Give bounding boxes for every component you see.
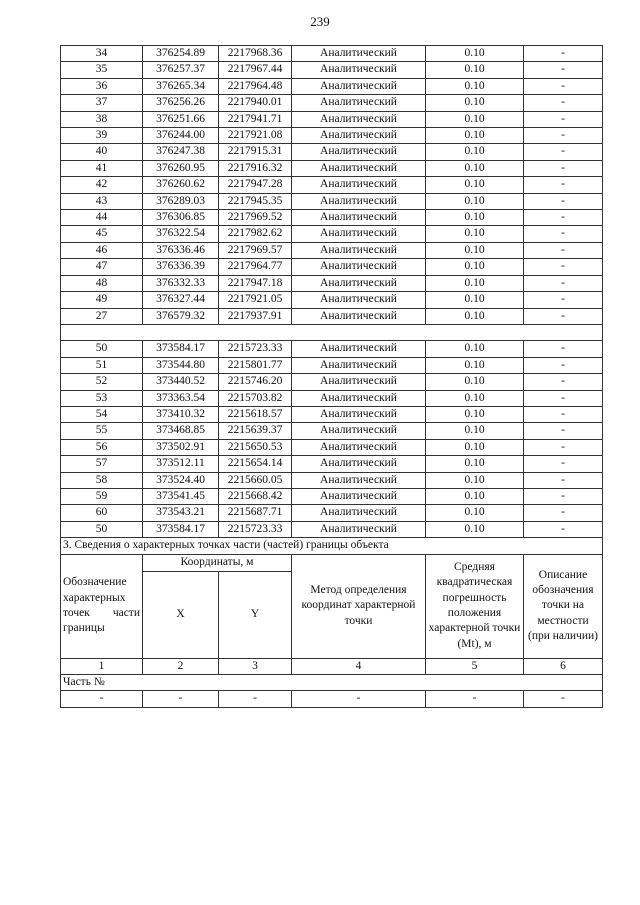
y-coordinate-cell: 2217940.01	[219, 95, 292, 111]
x-coordinate-cell: 376257.37	[143, 62, 219, 78]
error-cell: 0.10	[426, 472, 524, 488]
point-number-cell: 60	[61, 505, 143, 521]
error-cell: 0.10	[426, 160, 524, 176]
empty-cell-1: -	[61, 691, 143, 707]
error-cell: 0.10	[426, 488, 524, 504]
column-number-5: 5	[426, 658, 524, 674]
table-row	[61, 226, 603, 242]
error-cell: 0.10	[426, 210, 524, 226]
error-cell: 0.10	[426, 521, 524, 537]
separator-cell	[61, 324, 603, 340]
point-number-cell: 39	[61, 128, 143, 144]
y-coordinate-cell: 2217964.77	[219, 259, 292, 275]
column-number-2: 2	[143, 658, 219, 674]
point-number-cell: 36	[61, 78, 143, 94]
y-coordinate-cell: 2217945.35	[219, 193, 292, 209]
x-coordinate-cell: 376322.54	[143, 226, 219, 242]
error-cell: 0.10	[426, 275, 524, 291]
point-number-cell: 27	[61, 308, 143, 324]
x-coordinate-cell: 376251.66	[143, 111, 219, 127]
description-cell: -	[524, 308, 603, 324]
error-cell: 0.10	[426, 292, 524, 308]
method-cell: Аналитический	[292, 193, 426, 209]
table-row	[61, 308, 603, 324]
error-cell: 0.10	[426, 46, 524, 62]
method-cell: Аналитический	[292, 62, 426, 78]
error-cell: 0.10	[426, 226, 524, 242]
y-coordinate-cell: 2215801.77	[219, 357, 292, 373]
table-row	[61, 259, 603, 275]
method-cell: Аналитический	[292, 472, 426, 488]
table-row	[61, 128, 603, 144]
header-point-label-word-1: точек	[63, 607, 90, 620]
error-cell: 0.10	[426, 505, 524, 521]
table-row	[61, 374, 603, 390]
description-cell: -	[524, 456, 603, 472]
column-number-3: 3	[219, 658, 292, 674]
x-coordinate-cell: 376265.34	[143, 78, 219, 94]
column-number-1: 1	[61, 658, 143, 674]
description-cell: -	[524, 357, 603, 373]
page-number: 239	[310, 14, 330, 29]
description-cell: -	[524, 390, 603, 406]
point-number-cell: 56	[61, 439, 143, 455]
y-coordinate-cell: 2215723.33	[219, 341, 292, 357]
table-row	[61, 275, 603, 291]
description-cell: -	[524, 259, 603, 275]
x-coordinate-cell: 373363.54	[143, 390, 219, 406]
description-cell: -	[524, 46, 603, 62]
method-cell: Аналитический	[292, 292, 426, 308]
section-title-row	[61, 538, 603, 554]
y-coordinate-cell: 2217964.48	[219, 78, 292, 94]
header-point-label-line-1: Обозначение	[63, 576, 127, 589]
table-row	[61, 292, 603, 308]
x-coordinate-cell: 376306.85	[143, 210, 219, 226]
description-cell: -	[524, 275, 603, 291]
x-coordinate-cell: 373584.17	[143, 341, 219, 357]
point-number-cell: 50	[61, 521, 143, 537]
method-cell: Аналитический	[292, 46, 426, 62]
point-number-cell: 45	[61, 226, 143, 242]
table-row	[61, 357, 603, 373]
table-row	[61, 177, 603, 193]
error-cell: 0.10	[426, 111, 524, 127]
y-coordinate-cell: 2217968.36	[219, 46, 292, 62]
y-coordinate-cell: 2215723.33	[219, 521, 292, 537]
x-coordinate-cell: 376244.00	[143, 128, 219, 144]
header-point-label-line-2: характерных	[63, 591, 126, 604]
point-number-cell: 35	[61, 62, 143, 78]
method-cell: Аналитический	[292, 144, 426, 160]
method-cell: Аналитический	[292, 357, 426, 373]
point-number-cell: 57	[61, 456, 143, 472]
point-number-cell: 58	[61, 472, 143, 488]
y-coordinate-cell: 2215703.82	[219, 390, 292, 406]
y-coordinate-cell: 2215618.57	[219, 406, 292, 422]
method-cell: Аналитический	[292, 275, 426, 291]
table-row	[61, 456, 603, 472]
error-cell: 0.10	[426, 357, 524, 373]
method-cell: Аналитический	[292, 374, 426, 390]
empty-cell-4: -	[292, 691, 426, 707]
error-cell: 0.10	[426, 177, 524, 193]
description-cell: -	[524, 242, 603, 258]
error-cell: 0.10	[426, 308, 524, 324]
table-row	[61, 242, 603, 258]
section-title: 3. Сведения о характерных точках части (частей) границы объекта	[61, 538, 603, 554]
x-coordinate-cell: 376332.33	[143, 275, 219, 291]
description-cell: -	[524, 128, 603, 144]
header-point-label-line-3	[63, 606, 142, 621]
method-cell: Аналитический	[292, 160, 426, 176]
y-coordinate-cell: 2217982.62	[219, 226, 292, 242]
x-coordinate-cell: 376260.62	[143, 177, 219, 193]
error-cell: 0.10	[426, 423, 524, 439]
table-row	[61, 62, 603, 78]
y-coordinate-cell: 2215668.42	[219, 488, 292, 504]
description-cell: -	[524, 472, 603, 488]
method-cell: Аналитический	[292, 521, 426, 537]
point-number-cell: 43	[61, 193, 143, 209]
error-cell: 0.10	[426, 242, 524, 258]
x-coordinate-cell: 376254.89	[143, 46, 219, 62]
description-cell: -	[524, 374, 603, 390]
error-cell: 0.10	[426, 374, 524, 390]
points-block-2	[61, 341, 603, 538]
table-row	[61, 439, 603, 455]
error-cell: 0.10	[426, 390, 524, 406]
method-cell: Аналитический	[292, 439, 426, 455]
table-row	[61, 406, 603, 422]
table-row	[61, 95, 603, 111]
column-number-6: 6	[524, 658, 603, 674]
point-number-cell: 55	[61, 423, 143, 439]
method-cell: Аналитический	[292, 505, 426, 521]
error-cell: 0.10	[426, 193, 524, 209]
part-label: Часть №	[61, 674, 603, 690]
y-coordinate-cell: 2217915.31	[219, 144, 292, 160]
error-cell: 0.10	[426, 439, 524, 455]
y-coordinate-cell: 2215650.53	[219, 439, 292, 455]
x-coordinate-cell: 376336.46	[143, 242, 219, 258]
x-coordinate-cell: 373524.40	[143, 472, 219, 488]
x-coordinate-cell: 373541.45	[143, 488, 219, 504]
y-coordinate-cell: 2217967.44	[219, 62, 292, 78]
error-cell: 0.10	[426, 259, 524, 275]
description-cell: -	[524, 111, 603, 127]
point-number-cell: 54	[61, 406, 143, 422]
table-row	[61, 160, 603, 176]
error-cell: 0.10	[426, 95, 524, 111]
table-row	[61, 390, 603, 406]
error-cell: 0.10	[426, 144, 524, 160]
point-number-cell: 38	[61, 111, 143, 127]
method-cell: Аналитический	[292, 210, 426, 226]
error-cell: 0.10	[426, 62, 524, 78]
x-coordinate-cell: 376336.39	[143, 259, 219, 275]
y-coordinate-cell: 2215687.71	[219, 505, 292, 521]
method-cell: Аналитический	[292, 456, 426, 472]
empty-cell-6: -	[524, 691, 603, 707]
method-cell: Аналитический	[292, 242, 426, 258]
description-cell: -	[524, 341, 603, 357]
y-coordinate-cell: 2217941.71	[219, 111, 292, 127]
table-row	[61, 521, 603, 537]
y-coordinate-cell: 2217947.28	[219, 177, 292, 193]
error-cell: 0.10	[426, 406, 524, 422]
x-coordinate-cell: 373410.32	[143, 406, 219, 422]
column-number-4: 4	[292, 658, 426, 674]
point-number-cell: 47	[61, 259, 143, 275]
table-row	[61, 193, 603, 209]
point-number-cell: 41	[61, 160, 143, 176]
y-coordinate-cell: 2217969.52	[219, 210, 292, 226]
method-cell: Аналитический	[292, 488, 426, 504]
point-number-cell: 49	[61, 292, 143, 308]
x-coordinate-cell: 376247.38	[143, 144, 219, 160]
point-number-cell: 40	[61, 144, 143, 160]
point-number-cell: 46	[61, 242, 143, 258]
header-point-label-line-4: границы	[63, 622, 105, 635]
header-x: X	[143, 571, 219, 658]
description-cell: -	[524, 210, 603, 226]
description-cell: -	[524, 78, 603, 94]
x-coordinate-cell: 376579.32	[143, 308, 219, 324]
point-number-cell: 50	[61, 341, 143, 357]
description-cell: -	[524, 521, 603, 537]
header-row-1	[61, 554, 603, 571]
y-coordinate-cell: 2217916.32	[219, 160, 292, 176]
method-cell: Аналитический	[292, 423, 426, 439]
error-cell: 0.10	[426, 456, 524, 472]
description-cell: -	[524, 406, 603, 422]
part-row	[61, 674, 603, 690]
table-row	[61, 488, 603, 504]
description-cell: -	[524, 144, 603, 160]
boundary-points-table	[60, 45, 603, 708]
x-coordinate-cell: 376260.95	[143, 160, 219, 176]
x-coordinate-cell: 376327.44	[143, 292, 219, 308]
method-cell: Аналитический	[292, 177, 426, 193]
description-cell: -	[524, 177, 603, 193]
method-cell: Аналитический	[292, 111, 426, 127]
method-cell: Аналитический	[292, 226, 426, 242]
point-number-cell: 51	[61, 357, 143, 373]
empty-cell-5: -	[426, 691, 524, 707]
description-cell: -	[524, 292, 603, 308]
column-numbers-row	[61, 658, 603, 674]
description-cell: -	[524, 95, 603, 111]
table-row	[61, 111, 603, 127]
description-cell: -	[524, 193, 603, 209]
description-cell: -	[524, 423, 603, 439]
header-point-label-word-2: части	[112, 607, 140, 620]
x-coordinate-cell: 373440.52	[143, 374, 219, 390]
y-coordinate-cell: 2217969.57	[219, 242, 292, 258]
error-cell: 0.10	[426, 78, 524, 94]
separator-row	[61, 324, 603, 340]
separator-block	[61, 324, 603, 340]
y-coordinate-cell: 2217937.91	[219, 308, 292, 324]
header-description: Описание обозначения точки на местности (при наличии)	[524, 554, 603, 658]
error-cell: 0.10	[426, 128, 524, 144]
header-point-label	[61, 554, 143, 658]
method-cell: Аналитический	[292, 406, 426, 422]
description-cell: -	[524, 226, 603, 242]
y-coordinate-cell: 2215746.20	[219, 374, 292, 390]
y-coordinate-cell: 2215639.37	[219, 423, 292, 439]
table-row	[61, 505, 603, 521]
section-3	[61, 538, 603, 708]
point-number-cell: 48	[61, 275, 143, 291]
header-y: Y	[219, 571, 292, 658]
point-number-cell: 53	[61, 390, 143, 406]
y-coordinate-cell: 2217921.08	[219, 128, 292, 144]
header-method: Метод определения координат характерной точки	[292, 554, 426, 658]
x-coordinate-cell: 376289.03	[143, 193, 219, 209]
empty-data-row	[61, 691, 603, 707]
description-cell: -	[524, 62, 603, 78]
empty-cell-3: -	[219, 691, 292, 707]
y-coordinate-cell: 2217921.05	[219, 292, 292, 308]
point-number-cell: 34	[61, 46, 143, 62]
method-cell: Аналитический	[292, 95, 426, 111]
table-row	[61, 472, 603, 488]
method-cell: Аналитический	[292, 390, 426, 406]
error-cell: 0.10	[426, 341, 524, 357]
point-number-cell: 52	[61, 374, 143, 390]
method-cell: Аналитический	[292, 341, 426, 357]
x-coordinate-cell: 373584.17	[143, 521, 219, 537]
table-row	[61, 144, 603, 160]
table-row	[61, 46, 603, 62]
x-coordinate-cell: 373512.11	[143, 456, 219, 472]
method-cell: Аналитический	[292, 259, 426, 275]
x-coordinate-cell: 373502.91	[143, 439, 219, 455]
y-coordinate-cell: 2217947.18	[219, 275, 292, 291]
point-number-cell: 44	[61, 210, 143, 226]
table-row	[61, 423, 603, 439]
table-row	[61, 210, 603, 226]
y-coordinate-cell: 2215660.05	[219, 472, 292, 488]
y-coordinate-cell: 2215654.14	[219, 456, 292, 472]
description-cell: -	[524, 160, 603, 176]
header-error: Средняя квадратическая погрешность положения характерной точки (Mt), м	[426, 554, 524, 658]
point-number-cell: 37	[61, 95, 143, 111]
table-row	[61, 341, 603, 357]
description-cell: -	[524, 439, 603, 455]
description-cell: -	[524, 488, 603, 504]
point-number-cell: 59	[61, 488, 143, 504]
method-cell: Аналитический	[292, 78, 426, 94]
description-cell: -	[524, 505, 603, 521]
x-coordinate-cell: 376256.26	[143, 95, 219, 111]
method-cell: Аналитический	[292, 128, 426, 144]
x-coordinate-cell: 373543.21	[143, 505, 219, 521]
method-cell: Аналитический	[292, 308, 426, 324]
table-row	[61, 78, 603, 94]
header-coordinates: Координаты, м	[143, 554, 292, 571]
points-block-1	[61, 46, 603, 325]
x-coordinate-cell: 373544.80	[143, 357, 219, 373]
x-coordinate-cell: 373468.85	[143, 423, 219, 439]
empty-cell-2: -	[143, 691, 219, 707]
point-number-cell: 42	[61, 177, 143, 193]
